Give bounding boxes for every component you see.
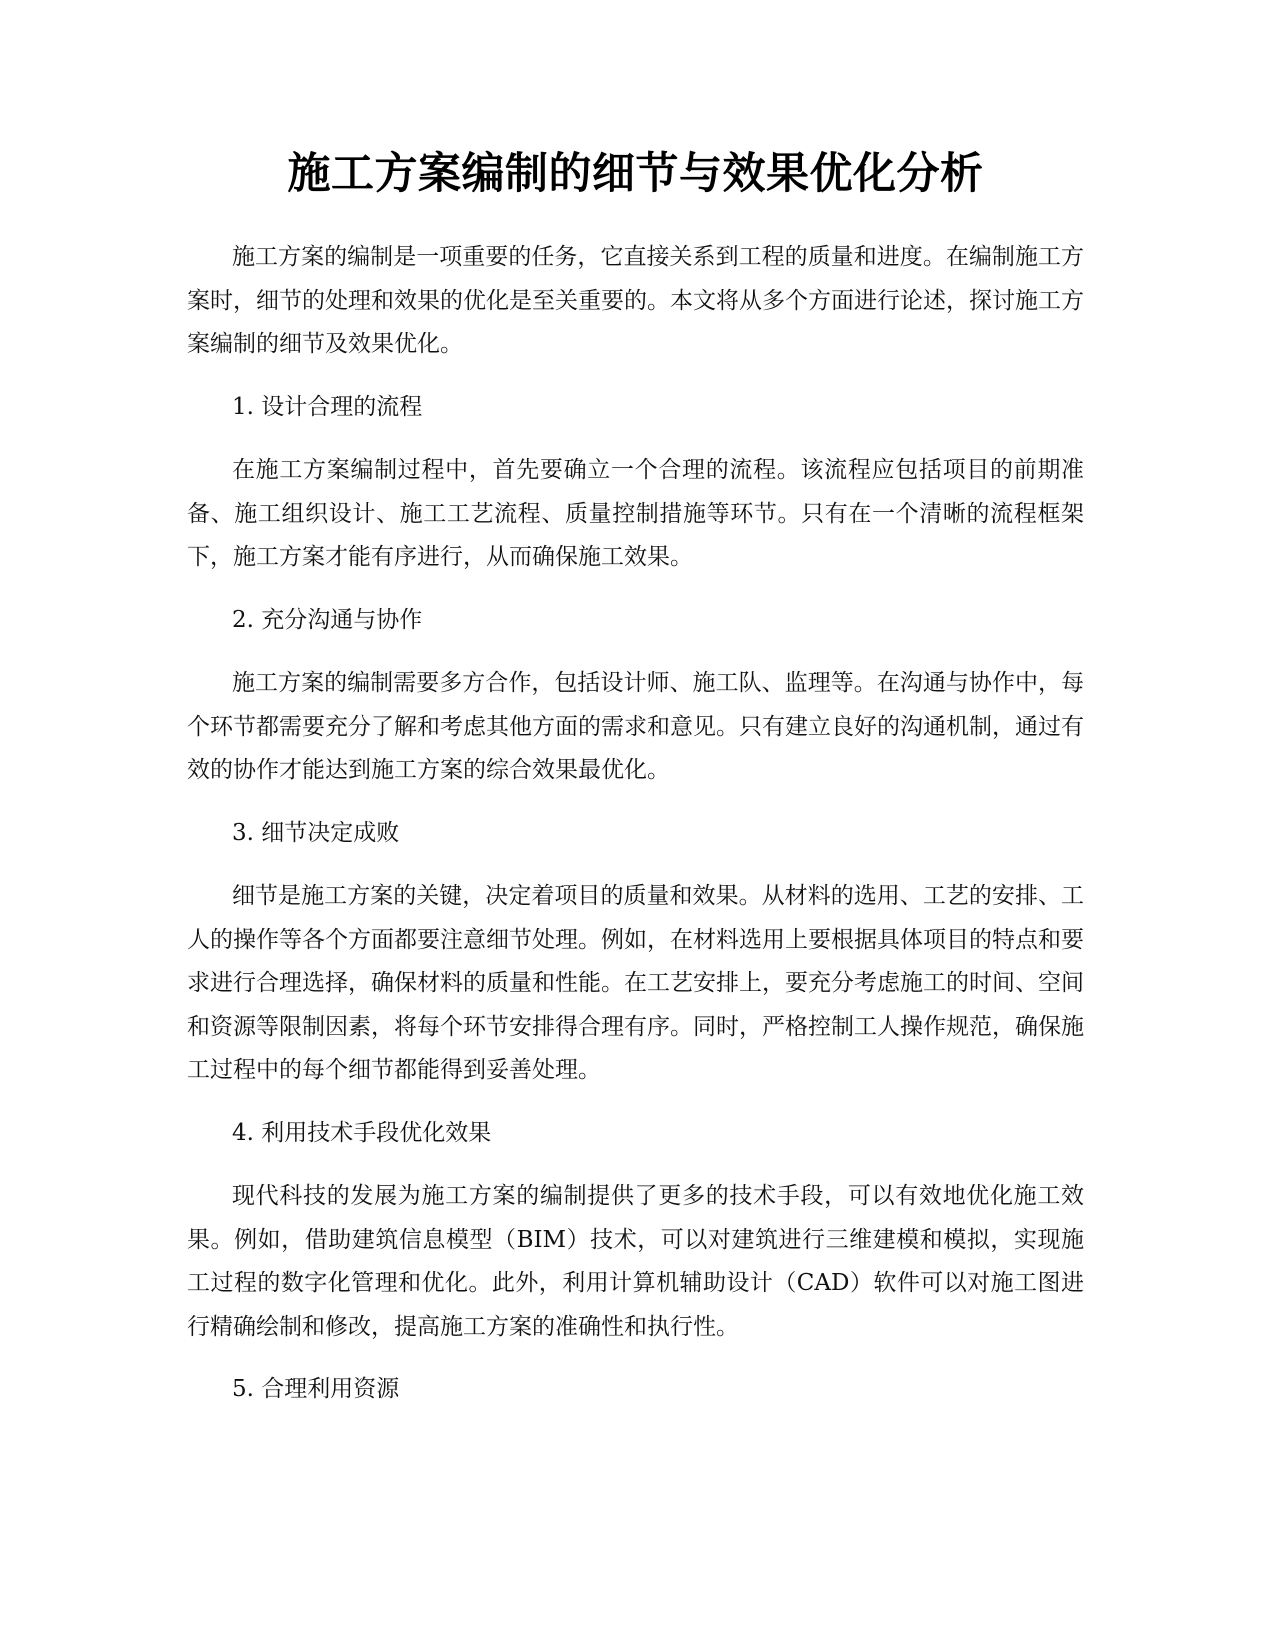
- section-heading-2: 2. 充分沟通与协作: [232, 606, 423, 633]
- section-paragraph-3: 细节是施工方案的关键，决定着项目的质量和效果。从材料的选用、工艺的安排、工人的操作等各个方面都要注意细节处理。例如，在材料选用上要根据具体项目的特点和要求进行合理选择，确保材料的质量和性能。在工艺安排上，要充分考虑施工的时间、空间和资源等限制因素，将每个环节安排得合理有序。同时，严格控制工人操作规范，确保施工过程中的每个细节都能得到妥善处理。: [187, 883, 1084, 1083]
- document-content: [187, 146, 1084, 1432]
- section-heading-3: 3. 细节决定成败: [232, 819, 400, 846]
- section-paragraph-2: 施工方案的编制需要多方合作，包括设计师、施工队、监理等。在沟通与协作中，每个环节都需要充分了解和考虑其他方面的需求和意见。只有建立良好的沟通机制，通过有效的协作才能达到施工方案的综合效果最优化。: [187, 670, 1084, 783]
- section-paragraph-1: 在施工方案编制过程中，首先要确立一个合理的流程。该流程应包括项目的前期准备、施工组织设计、施工工艺流程、质量控制措施等环节。只有在一个清晰的流程框架下，施工方案才能有序进行，从而确保施工效果。: [187, 457, 1084, 570]
- section-heading-1: 1. 设计合理的流程: [232, 393, 423, 420]
- section-heading-5: 5. 合理利用资源: [232, 1376, 400, 1402]
- document-body: [187, 236, 1084, 1412]
- section-heading-4: 4. 利用技术手段优化效果: [232, 1119, 492, 1146]
- page-title: 施工方案编制的细节与效果优化分析: [287, 149, 984, 199]
- section-paragraph-4: 现代科技的发展为施工方案的编制提供了更多的技术手段，可以有效地优化施工效果。例如，借助建筑信息模型（BIM）技术，可以对建筑进行三维建模和模拟，实现施工过程的数字化管理和优化。此外，利用计算机辅助设计（CAD）软件可以对施工图进行精确绘制和修改，提高施工方案的准确性和执行性。: [187, 1183, 1084, 1340]
- intro-paragraph: 施工方案的编制是一项重要的任务，它直接关系到工程的质量和进度。在编制施工方案时，细节的处理和效果的优化是至关重要的。本文将从多个方面进行论述，探讨施工方案编制的细节及效果优化。: [187, 244, 1084, 357]
